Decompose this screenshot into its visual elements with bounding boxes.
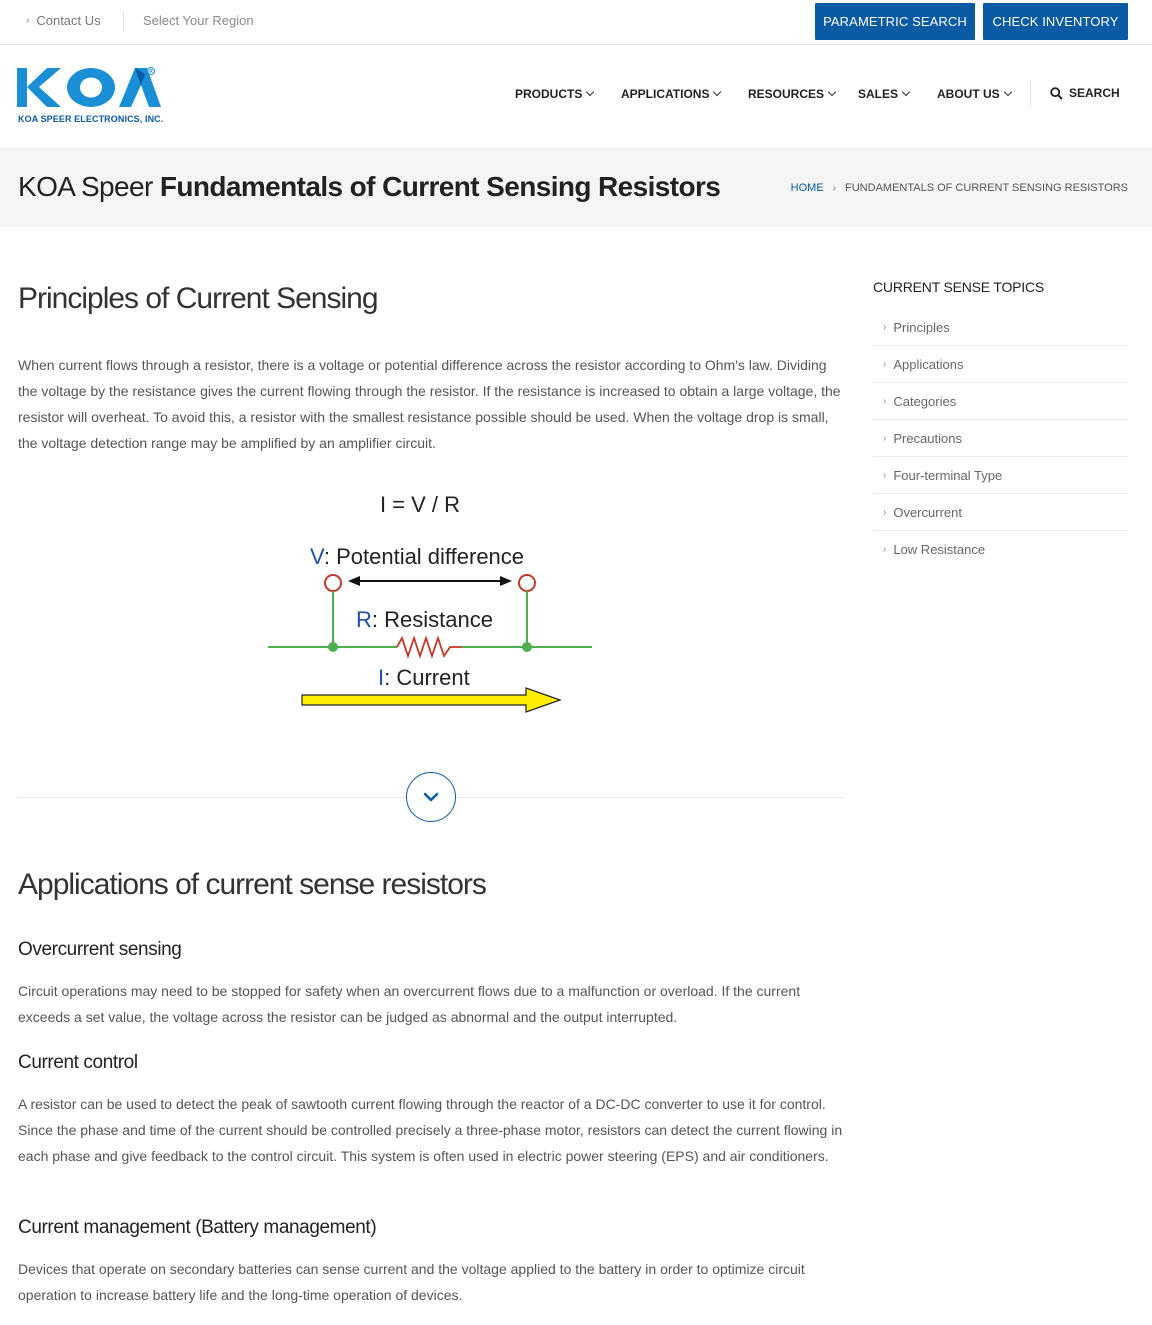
sidebar-item-label: Four-terminal Type [893,467,1003,483]
current-control-paragraph: A resistor can be used to detect the peak of sawtooth current flowing through the reactor of a DC-DC converter to use it for control. Since the phase and time of the current should be controlled precisely a three-phase motor, resistors can detect the current flowing in each phase and give feedback to the control circuit. This system is often used in electric power steering (EPS) and air conditioners. [18,1096,843,1164]
page-title-main: Fundamentals of Current Sensing Resistors [159,171,721,202]
sidebar-topics-list [873,309,1128,568]
sidebar-item-label: Applications [893,356,964,372]
diagram-v-symbol: V [310,544,324,569]
chevron-right-icon: › [883,432,887,444]
diagram-r-symbol: R [356,607,372,632]
svg-text:R: R [149,69,153,75]
top-utility-bar [0,0,1152,45]
diagram-v-text [310,544,524,569]
sidebar-item-label: Overcurrent [893,504,962,520]
chevron-right-icon: › [883,544,887,555]
chevron-down-icon [1003,88,1011,96]
diagram-i-text [378,665,470,690]
scroll-next-button[interactable] [406,772,456,822]
chevron-down-icon [586,88,594,96]
left-terminal [325,575,341,591]
sidebar-item-low-resistance[interactable] [873,531,1128,568]
chevron-right-icon: › [883,469,887,481]
overcurrent-sensing-paragraph: Circuit operations may need to be stopped for safety when an overcurrent flows due to a malfunction or overload. If the current exceeds a set value, the voltage across the resistor can be judged as abnormal and the output interrupted. [18,983,801,1025]
check-inventory-button[interactable]: CHECK INVENTORY [983,3,1128,40]
chevron-right-icon: › [883,358,887,370]
sidebar-item-four-terminal-type[interactable] [873,457,1128,494]
diagram-i-label: : Current [384,665,470,690]
nav-about-label: ABOUT US [937,87,1000,101]
current-management-paragraph: Devices that operate on secondary batteries can sense current and the voltage applied to the battery in order to optimize circuit operation to increase battery life and the long-time operation of devices. [18,1261,805,1303]
arrow-right-head [500,576,512,586]
chevron-down-icon [902,88,910,96]
current-arrow [302,688,560,712]
page-title-brand: KOA Speer [18,171,160,202]
right-node [522,642,532,652]
nav-resources[interactable] [748,87,835,101]
applications-heading: Applications of current sense resistors [18,868,486,901]
resistor-symbol [397,638,462,656]
nav-applications[interactable] [621,87,720,101]
nav-products-label: PRODUCTS [515,87,583,101]
sidebar-item-principles[interactable] [873,309,1128,346]
contact-us-label: Contact Us [36,13,101,28]
chevron-right-icon: › [26,15,30,26]
breadcrumb-current: FUNDAMENTALS OF CURRENT SENSING RESISTORS [845,182,1128,194]
principles-heading: Principles of Current Sensing [18,282,378,315]
chevron-down-icon [423,792,439,802]
sidebar-item-applications[interactable] [873,346,1128,383]
nav-applications-label: APPLICATIONS [621,87,710,101]
nav-sales-label: SALES [858,87,899,101]
left-node [328,642,338,652]
search-icon [1050,87,1063,100]
diagram-i-symbol: I [378,665,385,690]
select-region-link[interactable]: Select Your Region [143,13,254,28]
chevron-right-icon: › [883,395,887,407]
right-terminal [519,575,535,591]
diagram-formula: I = V / R [379,492,461,517]
page-title-band [0,147,1152,227]
sidebar-item-label: Principles [893,319,950,335]
sidebar-item-categories[interactable] [873,383,1128,420]
overcurrent-sensing-heading: Overcurrent sensing [18,939,182,960]
nav-divider [1030,81,1031,107]
page-title [18,171,720,203]
diagram-r-label: : Resistance [371,607,493,632]
sidebar-item-label: Precautions [893,430,962,446]
nav-about-us[interactable] [937,87,1011,101]
ohms-law-diagram [262,478,602,718]
sidebar-item-overcurrent[interactable] [873,494,1128,531]
chevron-down-icon [828,88,836,96]
contact-us-link[interactable] [26,13,101,28]
diagram-v-label: : Potential difference [323,544,525,569]
chevron-down-icon [713,88,721,96]
chevron-right-icon: › [832,182,837,194]
breadcrumb [791,182,1128,194]
sidebar-item-precautions[interactable] [873,420,1128,457]
sidebar-item-label: Low Resistance [893,542,986,557]
nav-resources-label: RESOURCES [748,87,825,101]
chevron-right-icon: › [883,506,887,518]
sidebar-title: CURRENT SENSE TOPICS [873,279,1045,295]
current-control-heading: Current control [18,1052,138,1073]
breadcrumb-home-link[interactable]: HOME [790,182,824,194]
diagram-r-text [356,607,493,632]
chevron-right-icon: › [883,321,887,333]
nav-sales[interactable] [858,87,909,101]
site-header [0,45,1152,147]
nav-search-label: SEARCH [1069,86,1120,100]
sidebar-item-label: Categories [893,393,957,409]
parametric-search-button[interactable]: PARAMETRIC SEARCH [815,3,975,40]
topbar-divider [123,11,124,32]
arrow-left-head [348,576,360,586]
logo-subtitle: KOA SPEER ELECTRONICS, INC. [18,114,164,124]
principles-paragraph: When current flows through a resistor, there is a voltage or potential difference across the resistor according to Ohm's law. Dividing the voltage by the resistance gives the current flowing through the resistor. If the resistance is increased to obtain a large voltage, the resistor will overheat. To avoid this, a resistor with the smallest resistance possible should be used. When the voltage drop is small, the voltage detection range may be amplified by an amplifier circuit. [18,357,841,451]
nav-products[interactable] [515,87,593,101]
current-management-heading: Current management (Battery management) [18,1217,377,1238]
nav-search-button[interactable] [1050,86,1120,100]
